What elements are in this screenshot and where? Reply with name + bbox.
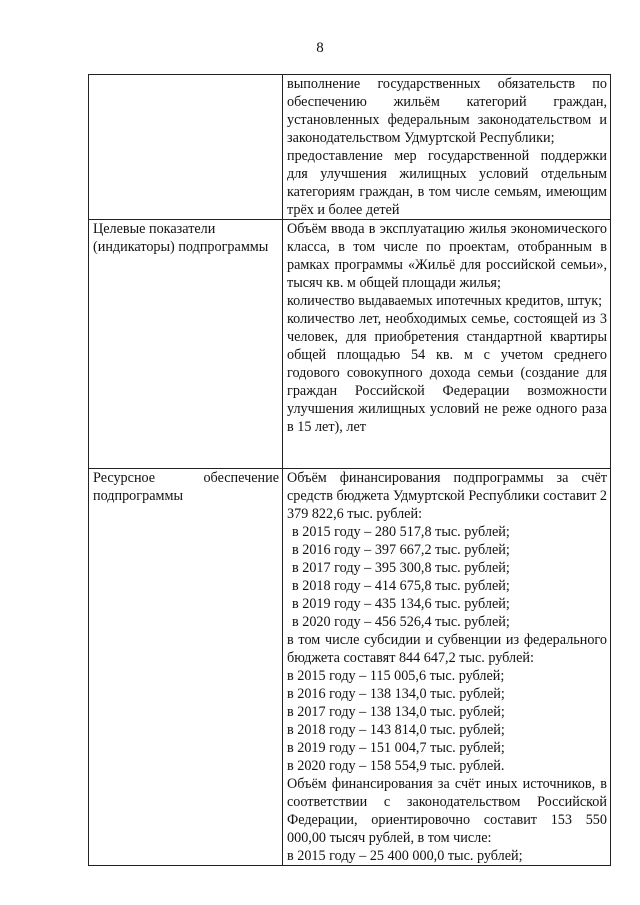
table-row bbox=[89, 75, 611, 220]
federal-line: в 2019 году – 151 004,7 тыс. рублей; bbox=[287, 740, 505, 756]
row-content bbox=[283, 220, 611, 469]
subprogram-passport-table bbox=[88, 74, 611, 866]
budget-line: в 2018 году – 414 675,8 тыс. рублей; bbox=[292, 578, 510, 594]
table-row bbox=[89, 220, 611, 469]
other-source-line: в 2015 году – 25 400 000,0 тыс. рублей; bbox=[287, 848, 523, 864]
budget-line: в 2019 году – 435 134,6 тыс. рублей; bbox=[292, 596, 510, 612]
budget-line: в 2015 году – 280 517,8 тыс. рублей; bbox=[292, 524, 510, 540]
paragraph: количество выдаваемых ипотечных кредитов, штук; bbox=[287, 293, 603, 309]
paragraph: предоставление мер государственной поддержки для улучшения жилищных условий отдельным категориям граждан, в том числе семьям, имеющим трёх и более детей bbox=[287, 148, 607, 218]
federal-line: в 2017 году – 138 134,0 тыс. рублей; bbox=[287, 704, 505, 720]
federal-line: в 2016 году – 138 134,0 тыс. рублей; bbox=[287, 686, 505, 702]
row-label bbox=[89, 75, 283, 220]
federal-line: в 2015 году – 115 005,6 тыс. рублей; bbox=[287, 668, 505, 684]
paragraph: в том числе субсидии и субвенции из федерального бюджета составят 844 647,2 тыс. рублей: bbox=[287, 632, 607, 666]
paragraph: Объём финансирования подпрограммы за счёт средств бюджета Удмуртской Республики составит 2 379 822,6 тыс. рублей: bbox=[287, 470, 607, 522]
row-label: Ресурсное обеспечение подпрограммы bbox=[89, 469, 283, 866]
budget-line: в 2017 году – 395 300,8 тыс. рублей; bbox=[292, 560, 510, 576]
paragraph: Объём ввода в эксплуатацию жилья экономического класса, в том числе по проектам, отобранным в рамках программы «Жильё для российской семьи», тысяч кв. м общей площади жилья; bbox=[287, 221, 607, 291]
federal-line: в 2018 году – 143 814,0 тыс. рублей; bbox=[287, 722, 505, 738]
page-number: 8 bbox=[316, 40, 324, 56]
row-label: Целевые показатели (индикаторы) подпрограммы bbox=[89, 220, 283, 469]
paragraph: количество лет, необходимых семье, состоящей из 3 человек, для приобретения стандартной квартиры общей площадью 54 кв. м с учетом среднего годового совокупного дохода семьи (создание для граждан Российской Федерации возможности улучшения жилищных условий не реже одного раза в 15 лет), лет bbox=[287, 311, 607, 435]
paragraph: Объём финансирования за счёт иных источников, в соответствии с законодательством Российской Федерации, ориентировочно составит 153 550 000,00 тысяч рублей, в том числе: bbox=[287, 776, 607, 846]
table-row bbox=[89, 469, 611, 866]
row-content bbox=[283, 75, 611, 220]
budget-line: в 2020 году – 456 526,4 тыс. рублей; bbox=[292, 614, 510, 630]
budget-line: в 2016 году – 397 667,2 тыс. рублей; bbox=[292, 542, 510, 558]
row-content bbox=[283, 469, 611, 866]
federal-line: в 2020 году – 158 554,9 тыс. рублей. bbox=[287, 758, 505, 774]
paragraph: выполнение государственных обязательств по обеспечению жильём категорий граждан, установленных федеральным законодательством и законодательством Удмуртской Республики; bbox=[287, 76, 607, 146]
